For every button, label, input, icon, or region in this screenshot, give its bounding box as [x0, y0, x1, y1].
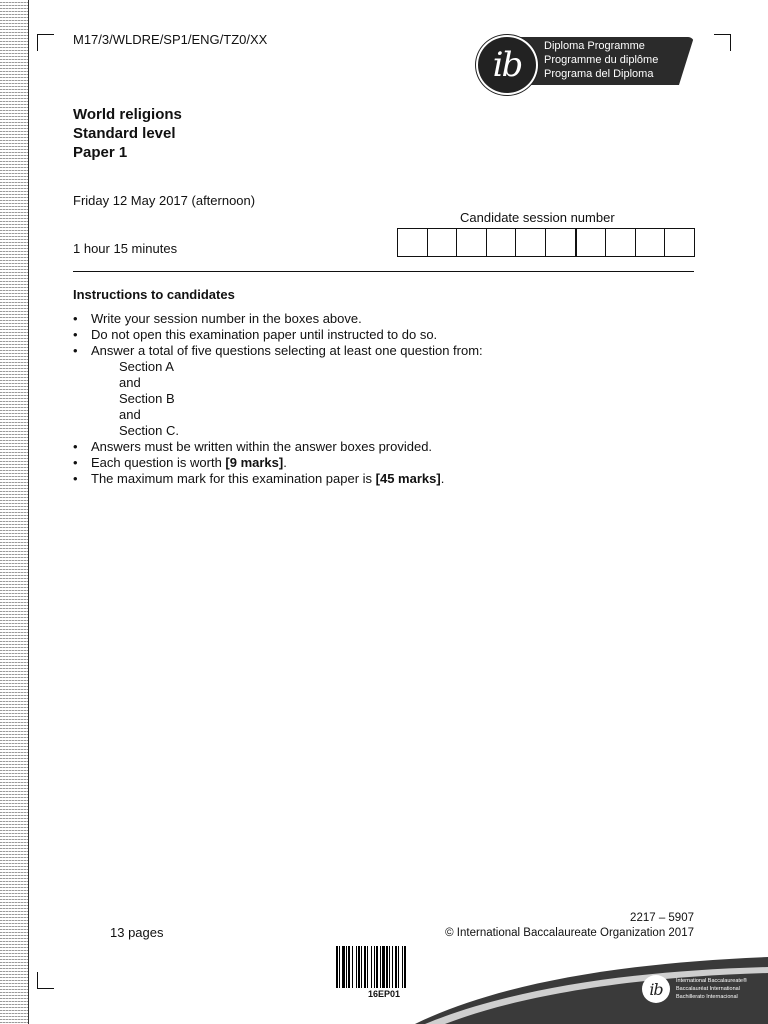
crop-mark-top-right [714, 34, 731, 51]
binding-edge [0, 0, 29, 1024]
ib-small-logo-icon: ib [642, 975, 670, 1003]
header-divider [73, 271, 694, 272]
barcode-label: 16EP01 [367, 989, 401, 999]
logo-line-fr: Programme du diplôme [544, 54, 659, 66]
session-digit-box[interactable] [636, 229, 666, 256]
session-digit-box[interactable] [487, 229, 517, 256]
org-line-es: Bachillerato Internacional [676, 994, 738, 1000]
instruction-item: • Write your session number in the boxes above. [73, 311, 673, 327]
document-number: 2217 – 5907 [630, 912, 694, 924]
session-digit-box[interactable] [606, 229, 636, 256]
ib-organization-logo [642, 975, 762, 1005]
section-line: Section B [119, 391, 175, 406]
level-title: Standard level [73, 125, 176, 142]
logo-text [544, 39, 658, 81]
marks-value: [9 marks] [225, 455, 284, 470]
instructions-title: Instructions to candidates [73, 287, 235, 302]
max-prefix: The maximum mark for this examination paper is [91, 471, 376, 486]
section-line: and [119, 407, 141, 422]
instruction-item-max [73, 471, 673, 487]
subject-title: World religions [73, 106, 182, 123]
session-digit-box[interactable] [516, 229, 546, 256]
marks-prefix: Each question is worth [91, 455, 226, 470]
section-line: Section A [119, 359, 174, 374]
logo-line-es: Programa del Diploma [544, 68, 654, 80]
org-line-en: International Baccalaureate® [676, 978, 748, 984]
candidate-session-boxes[interactable] [397, 228, 695, 257]
org-line-fr: Baccalauréat International [676, 986, 740, 992]
org-logo-text [676, 977, 747, 1001]
paper-code: M17/3/WLDRE/SP1/ENG/TZ0/XX [73, 32, 268, 47]
page-count: 13 pages [110, 925, 164, 940]
instruction-item: • Do not open this examination paper until instructed to do so. [73, 327, 673, 343]
max-suffix: . [440, 471, 445, 486]
session-digit-box[interactable] [577, 229, 607, 256]
candidate-session-label: Candidate session number [460, 210, 615, 225]
crop-mark-bottom-left [37, 972, 54, 989]
exam-duration: 1 hour 15 minutes [73, 241, 178, 256]
instruction-item-marks [73, 455, 673, 471]
marks-suffix: . [283, 455, 287, 470]
instructions-list [73, 311, 673, 487]
ib-logo-icon: ib [476, 35, 538, 95]
session-digit-box[interactable] [457, 229, 487, 256]
instruction-item: • Answer a total of five questions selecting at least one question from: [73, 343, 673, 359]
session-digit-box[interactable] [428, 229, 458, 256]
session-digit-box[interactable] [665, 229, 694, 256]
copyright: © International Baccalaureate Organization 2017 [445, 927, 694, 939]
paper-title-block [73, 105, 182, 162]
session-digit-box[interactable] [398, 229, 428, 256]
ib-diploma-logo [476, 35, 696, 92]
crop-mark-top-left [37, 34, 54, 51]
max-value: [45 marks] [375, 471, 441, 486]
exam-date: Friday 12 May 2017 (afternoon) [73, 193, 256, 208]
paper-number: Paper 1 [73, 144, 128, 161]
instruction-item: • Answers must be written within the answer boxes provided. [73, 439, 673, 455]
section-line: Section C. [119, 423, 179, 438]
logo-line-en: Diploma Programme [544, 40, 645, 52]
session-digit-box[interactable] [546, 229, 577, 256]
footer-info [445, 911, 694, 941]
section-line: and [119, 375, 141, 390]
